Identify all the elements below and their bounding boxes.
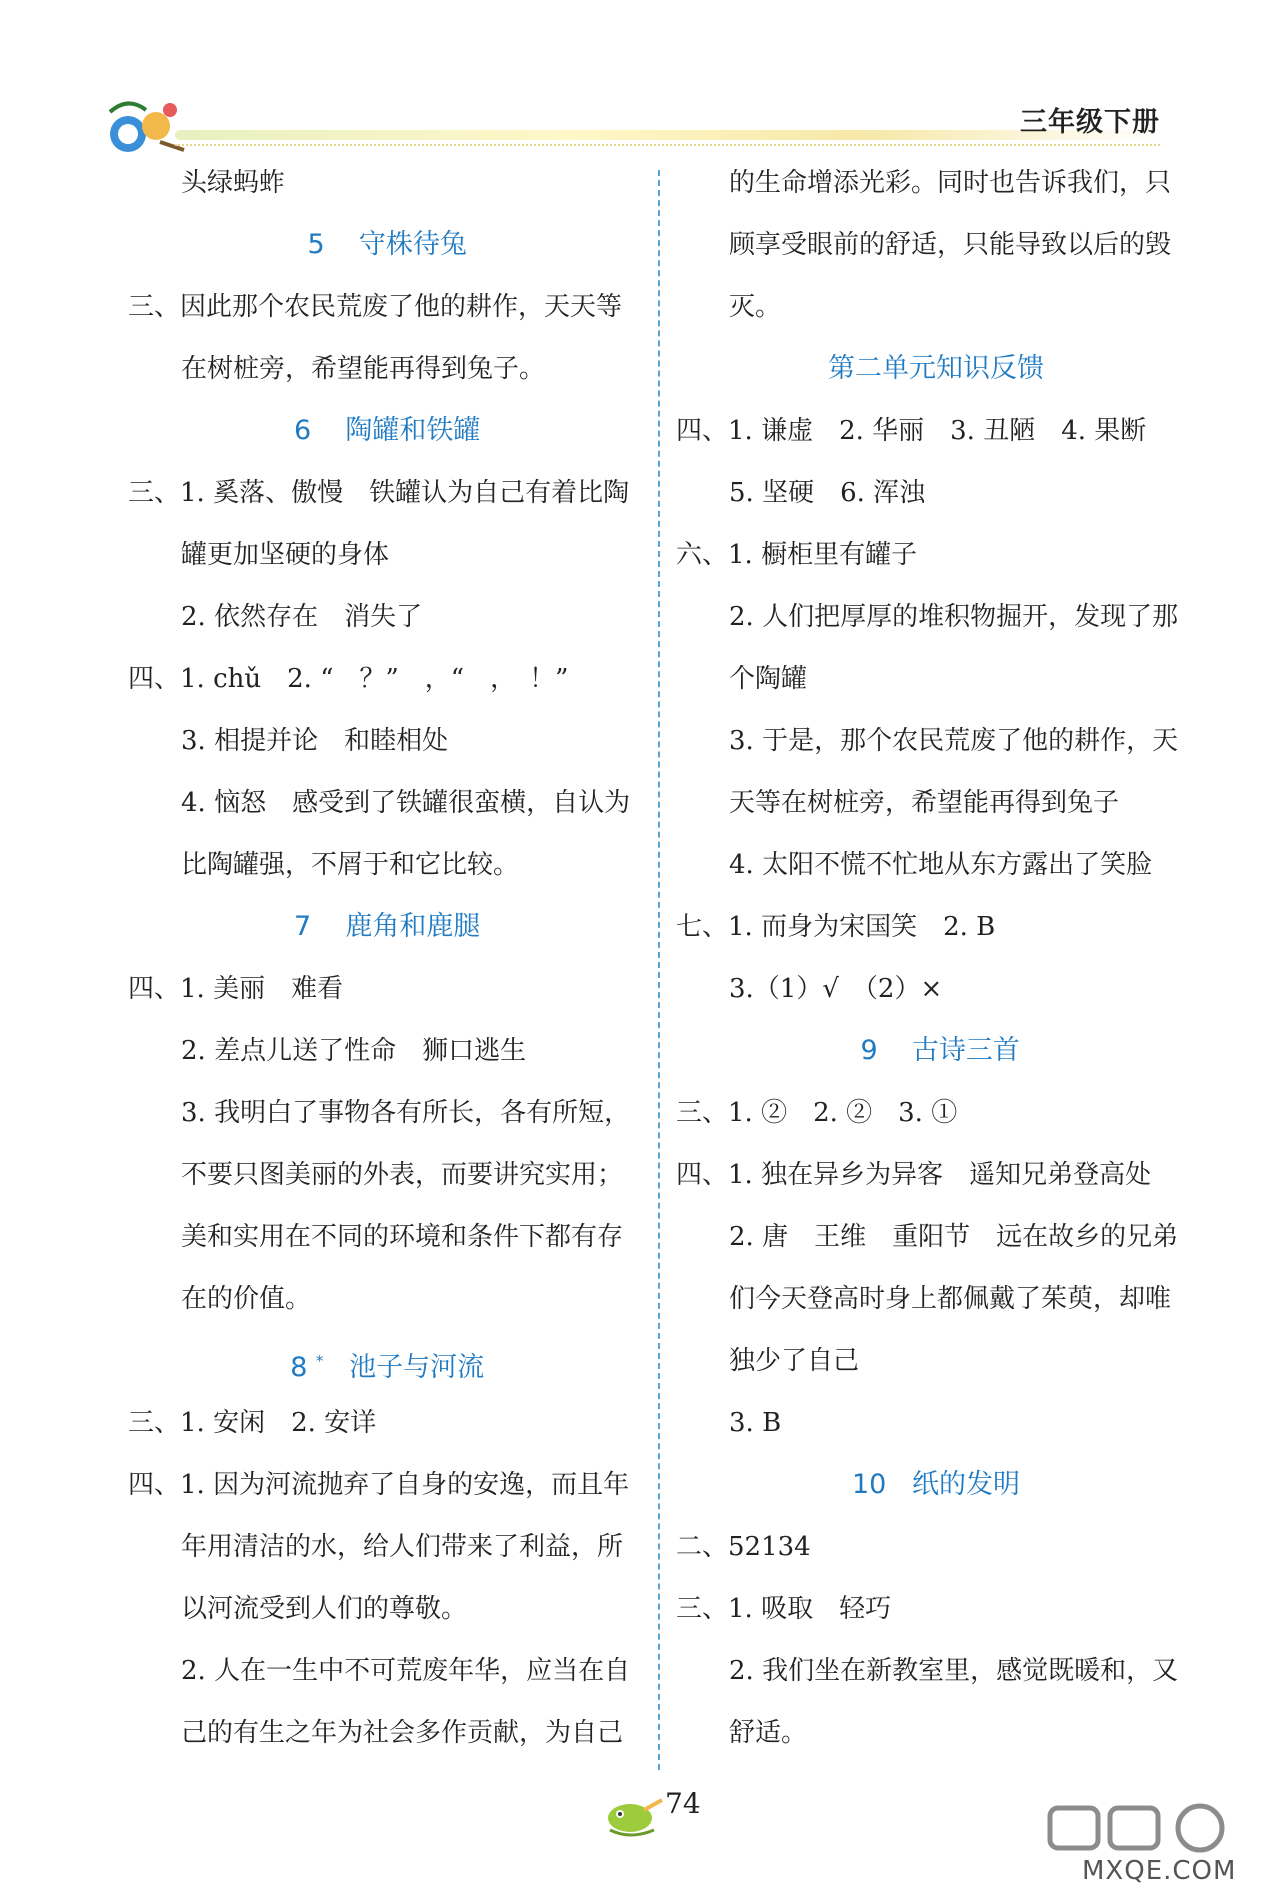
right-column xyxy=(676,152,1196,1764)
page-number: 74 xyxy=(665,1787,701,1820)
answer-line: 以河流受到人们的尊敬。 xyxy=(181,1594,468,1624)
answer-line: 罐更加坚硬的身体 xyxy=(181,540,390,570)
section-number: 5 xyxy=(307,229,325,260)
answer-line: 的生命增添光彩。同时也告诉我们，只 xyxy=(729,168,1172,198)
answer-line: 三、因此那个农民荒废了他的耕作，天天等 xyxy=(128,292,623,322)
answer-line: 3.（1）√ （2）× xyxy=(729,974,943,1004)
section-title: 第二单元知识反馈 xyxy=(828,353,1044,384)
answer-line: 己的有生之年为社会多作贡献，为自己 xyxy=(181,1718,624,1748)
answer-line: 个陶罐 xyxy=(729,664,808,694)
section-heading xyxy=(128,1330,638,1392)
answer-line: 2. 人在一生中不可荒废年华，应当在自 xyxy=(181,1656,631,1686)
answer-line: 三、1. 吸取 轻巧 xyxy=(676,1594,892,1624)
answer-line: 们今天登高时身上都佩戴了茱萸，却唯 xyxy=(729,1284,1172,1314)
answer-line: 四、1. chǔ 2. “ ？” ，“ ， ！” xyxy=(128,664,569,694)
answer-line: 不要只图美丽的外表，而要讲究实用； xyxy=(181,1160,624,1190)
answer-line: 在的价值。 xyxy=(181,1284,312,1314)
answer-line: 3. 我明白了事物各有所长，各有所短， xyxy=(181,1098,631,1128)
section-title: 古诗三首 xyxy=(911,1035,1020,1066)
answer-line: 四、1. 独在异乡为异客 遥知兄弟登高处 xyxy=(676,1160,1152,1190)
section-title: 池子与河流 xyxy=(349,1352,485,1383)
section-title: 鹿角和鹿腿 xyxy=(345,911,481,942)
answer-line: 4. 太阳不慌不忙地从东方露出了笑脸 xyxy=(729,850,1153,880)
answer-line: 美和实用在不同的环境和条件下都有存 xyxy=(181,1222,624,1252)
answer-line: 比陶罐强，不屑于和它比较。 xyxy=(181,850,520,880)
answer-line: 七、1. 而身为宋国笑 2. B xyxy=(676,912,996,942)
answer-line: 三、1. 奚落、傲慢 铁罐认为自己有着比陶 xyxy=(128,478,630,508)
answer-line: 2. 我们坐在新教室里，感觉既暖和，又 xyxy=(729,1656,1179,1686)
cartoon-footer-icon xyxy=(600,1790,670,1840)
answer-line: 灭。 xyxy=(729,292,782,322)
answer-line: 2. 差点儿送了性命 狮口逃生 xyxy=(181,1036,527,1066)
answer-line: 5. 坚硬 6. 浑浊 xyxy=(729,478,926,508)
answer-line: 三、1. 安闲 2. 安详 xyxy=(128,1408,377,1438)
section-heading xyxy=(128,896,638,958)
answer-line: 四、1. 因为河流抛弃了自身的安逸，而且年 xyxy=(128,1470,630,1500)
header-dotted-line xyxy=(175,144,1160,146)
answer-line: 独少了自己 xyxy=(729,1346,860,1376)
column-divider xyxy=(658,170,660,1770)
answer-line: 2. 人们把厚厚的堆积物掘开，发现了那 xyxy=(729,602,1179,632)
answer-line: 3. 相提并论 和睦相处 xyxy=(181,726,449,756)
watermark-text: MXQE.COM xyxy=(1082,1856,1237,1886)
answer-line: 3. B xyxy=(729,1408,782,1438)
section-heading xyxy=(676,1020,1196,1082)
section-number: 9 xyxy=(860,1035,878,1066)
section-number: 8 xyxy=(290,1352,308,1383)
answer-line: 二、52134 xyxy=(676,1532,811,1562)
answer-line: 天等在树桩旁，希望能再得到兔子 xyxy=(729,788,1120,818)
answer-line: 2. 依然存在 消失了 xyxy=(181,602,423,632)
section-number: 10 xyxy=(851,1469,887,1500)
header-stripe xyxy=(175,130,1160,140)
answer-line: 年用清洁的水，给人们带来了利益，所 xyxy=(181,1532,624,1562)
answer-line: 顾享受眼前的舒适，只能导致以后的毁 xyxy=(729,230,1172,260)
left-column xyxy=(128,152,638,1764)
section-heading xyxy=(676,338,1196,400)
section-title: 陶罐和铁罐 xyxy=(345,415,481,446)
section-title: 纸的发明 xyxy=(912,1469,1021,1500)
answer-line: 四、1. 美丽 难看 xyxy=(128,974,344,1004)
section-number-mark: * xyxy=(315,1352,324,1370)
section-heading xyxy=(128,400,638,462)
answer-line: 四、1. 谦虚 2. 华丽 3. 丑陋 4. 果断 xyxy=(676,416,1147,446)
section-title: 守株待兔 xyxy=(358,229,467,260)
answer-line: 头绿蚂蚱 xyxy=(181,168,286,198)
answer-line: 舒适。 xyxy=(729,1718,808,1748)
answer-line: 在树桩旁，希望能再得到兔子。 xyxy=(181,354,546,384)
answer-line: 4. 恼怒 感受到了铁罐很蛮横，自认为 xyxy=(181,788,631,818)
answer-line: 2. 唐 王维 重阳节 远在故乡的兄弟 xyxy=(729,1222,1179,1252)
answer-line: 六、1. 橱柜里有罐子 xyxy=(676,540,918,570)
section-heading xyxy=(128,214,638,276)
grade-label: 三年级下册 xyxy=(1020,107,1160,138)
answer-line: 3. 于是，那个农民荒废了他的耕作，天 xyxy=(729,726,1179,756)
answer-line: 三、1. ② 2. ② 3. ① xyxy=(676,1098,958,1128)
section-number: 7 xyxy=(294,911,312,942)
section-heading xyxy=(676,1454,1196,1516)
section-number: 6 xyxy=(294,415,312,446)
